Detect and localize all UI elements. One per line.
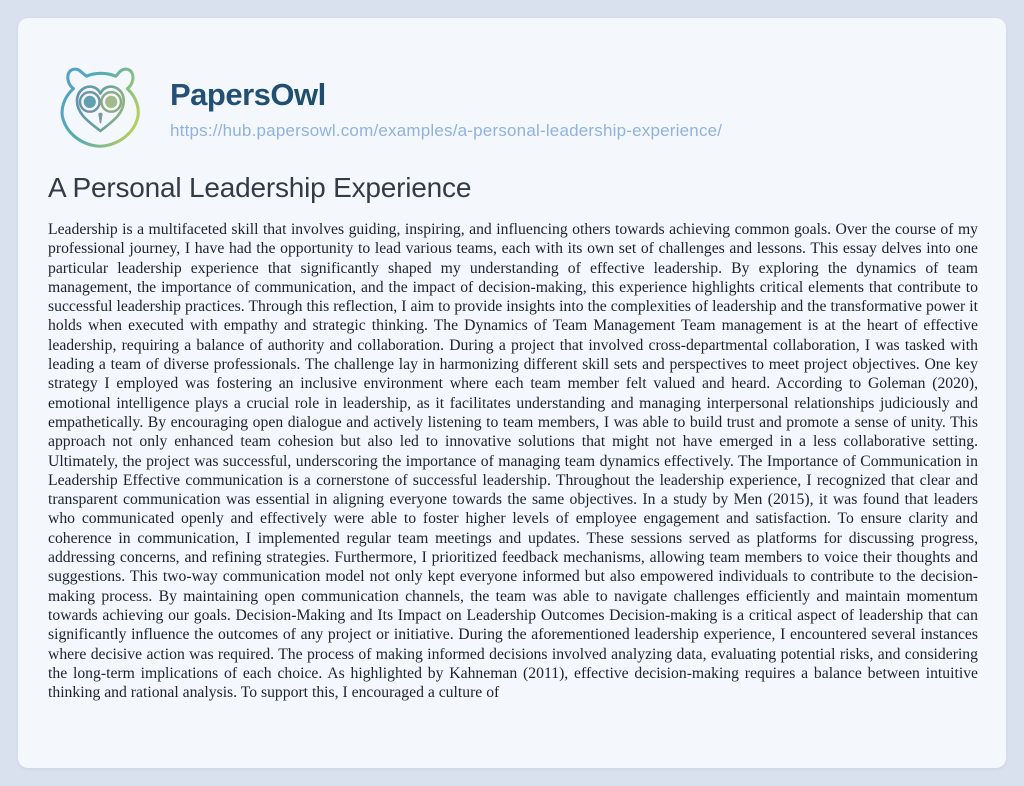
page-title: A Personal Leadership Experience — [48, 172, 472, 203]
owl-head-outline — [62, 69, 138, 146]
owl-beak — [98, 113, 102, 124]
papersowl-logo — [50, 56, 152, 158]
owl-icon — [50, 56, 152, 158]
article — [48, 172, 978, 702]
owl-left-eye — [84, 96, 96, 108]
brand-block — [170, 73, 722, 141]
owl-right-eye — [105, 96, 117, 108]
document-card — [18, 18, 1006, 768]
site-header — [50, 56, 722, 158]
source-url-link[interactable]: https://hub.papersowl.com/examples/a-personal-leadership-experience/ — [170, 121, 723, 140]
brand-name: PapersOwl — [170, 77, 722, 113]
article-body: Leadership is a multifaceted skill that involves guiding, inspiring, and influencing others towards achieving common goals. Over the course of my professional journey, I have had the opportunity to lead various teams, each with its own set of challenges and lessons. This essay delves into one particular leadership experience that significantly shaped my understanding of effective leadership. By exploring the dynamics of team management, the importance of communication, and the impact of decision-making, this experience highlights critical elements that contribute to successful leadership practices. Through this reflection, I aim to provide insights into the complexities of leadership and the transformative power it holds when executed with empathy and strategic thinking. The Dynamics of Team Management Team management is at the heart of effective leadership, requiring a balance of authority and collaboration. During a project that involved cross-departmental collaboration, I was tasked with leading a team of diverse professionals. The challenge lay in harmonizing different skill sets and perspectives to meet project objectives. One key strategy I employed was fostering an inclusive environment where each team member felt valued and heard. According to Goleman (2020), emotional intelligence plays a crucial role in leadership, as it facilitates understanding and managing interpersonal relationships judiciously and empathetically. By encouraging open dialogue and actively listening to team members, I was able to build trust and promote a sense of unity. This approach not only enhanced team cohesion but also led to innovative solutions that might not have emerged in a less collaborative setting. Ultimately, the project was successful, underscoring the importance of managing team dynamics effectively. The Importance of Communication in Leadership Effective communication is a cornerstone of successful leadership. Throughout the leadership experience, I recognized that clear and transparent communication was essential in aligning everyone towards the same objectives. In a study by Men (2015), it was found that leaders who communicated openly and effectively were able to foster higher levels of employee engagement and satisfaction. To ensure clarity and coherence in communication, I implemented regular team meetings and updates. These sessions served as platforms for discussing progress, addressing concerns, and refining strategies. Furthermore, I prioritized feedback mechanisms, allowing team members to voice their thoughts and suggestions. This two-way communication model not only kept everyone informed but also empowered individuals to contribute to the decision-making process. By maintaining open communication channels, the team was able to navigate challenges efficiently and maintain momentum towards achieving our goals. Decision-Making and Its Impact on Leadership Outcomes Decision-making is a critical aspect of leadership that can significantly influence the outcomes of any project or initiative. During the aforementioned leadership experience, I encountered several instances where decisive action was required. The process of making informed decisions involved analyzing data, evaluating potential risks, and considering the long-term implications of each choice. As highlighted by Kahneman (2011), effective decision-making requires a balance between intuitive thinking and rational analysis. To support this, I encouraged a culture of — [48, 221, 978, 702]
